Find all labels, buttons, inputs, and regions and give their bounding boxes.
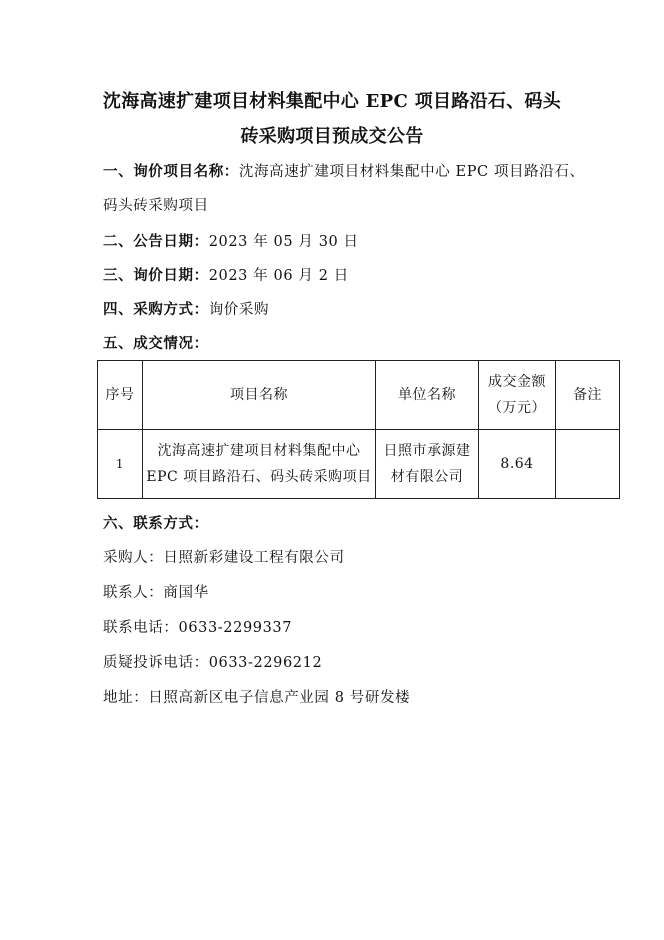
- address-line: 地址：日照高新区电子信息产业园 8 号研发楼: [103, 690, 411, 706]
- header-project-name: 项目名称: [143, 361, 376, 430]
- announce-date-label: 二、公告日期：: [103, 233, 209, 250]
- project-name-value-2: 码头砖采购项目: [103, 198, 209, 214]
- header-amount-line-2: （万元）: [488, 400, 546, 416]
- project-name-label: 一、询价项目名称：: [103, 163, 239, 180]
- title-line-2: 砖采购项目预成交公告: [240, 126, 424, 147]
- contact-person-line: 联系人：商国华: [103, 585, 209, 601]
- announce-date-value: 2023 年 05 月 30 日: [208, 234, 359, 250]
- table-header-row: [98, 361, 620, 430]
- row-amount: 8.64: [479, 430, 556, 499]
- result-label: 五、成交情况：: [103, 335, 209, 352]
- header-unit-name: 单位名称: [376, 361, 479, 430]
- row-unit-name: [376, 430, 479, 499]
- announce-date-line: [103, 230, 359, 251]
- table-row: [98, 430, 620, 499]
- title-line-1: 沈海高速扩建项目材料集配中心 EPC 项目路沿石、码头: [102, 91, 562, 112]
- method-value: 询价采购: [208, 302, 270, 318]
- inquiry-date-value: 2023 年 06 月 2 日: [208, 268, 349, 284]
- complaint-phone-line: 质疑投诉电话：0633-2296212: [103, 655, 323, 671]
- method-line: [103, 298, 269, 319]
- header-amount-line-1: 成交金额: [488, 374, 546, 390]
- row-remark: [556, 430, 620, 499]
- project-name-line: [103, 160, 585, 181]
- row-project-name-line-1: 沈海高速扩建项目材料集配中心: [157, 443, 361, 459]
- header-seq: 序号: [98, 361, 143, 430]
- inquiry-date-line: [103, 264, 349, 285]
- header-amount: [479, 361, 556, 430]
- row-seq: 1: [98, 430, 143, 499]
- row-unit-name-line-1: 日照市承源建: [383, 443, 471, 459]
- inquiry-date-label: 三、询价日期：: [103, 267, 209, 284]
- result-table: [97, 360, 620, 499]
- buyer-line: 采购人：日照新彩建设工程有限公司: [103, 550, 345, 566]
- row-unit-name-line-2: 材有限公司: [390, 469, 464, 485]
- method-label: 四、采购方式：: [103, 301, 209, 318]
- project-name-value-1: 沈海高速扩建项目材料集配中心 EPC 项目路沿石、: [238, 164, 585, 180]
- header-remark: 备注: [556, 361, 620, 430]
- contact-label: 六、联系方式：: [103, 515, 209, 532]
- contact-phone-line: 联系电话：0633-2299337: [103, 620, 293, 636]
- row-project-name: [143, 430, 376, 499]
- row-project-name-line-2: EPC 项目路沿石、码头砖采购项目: [146, 469, 372, 485]
